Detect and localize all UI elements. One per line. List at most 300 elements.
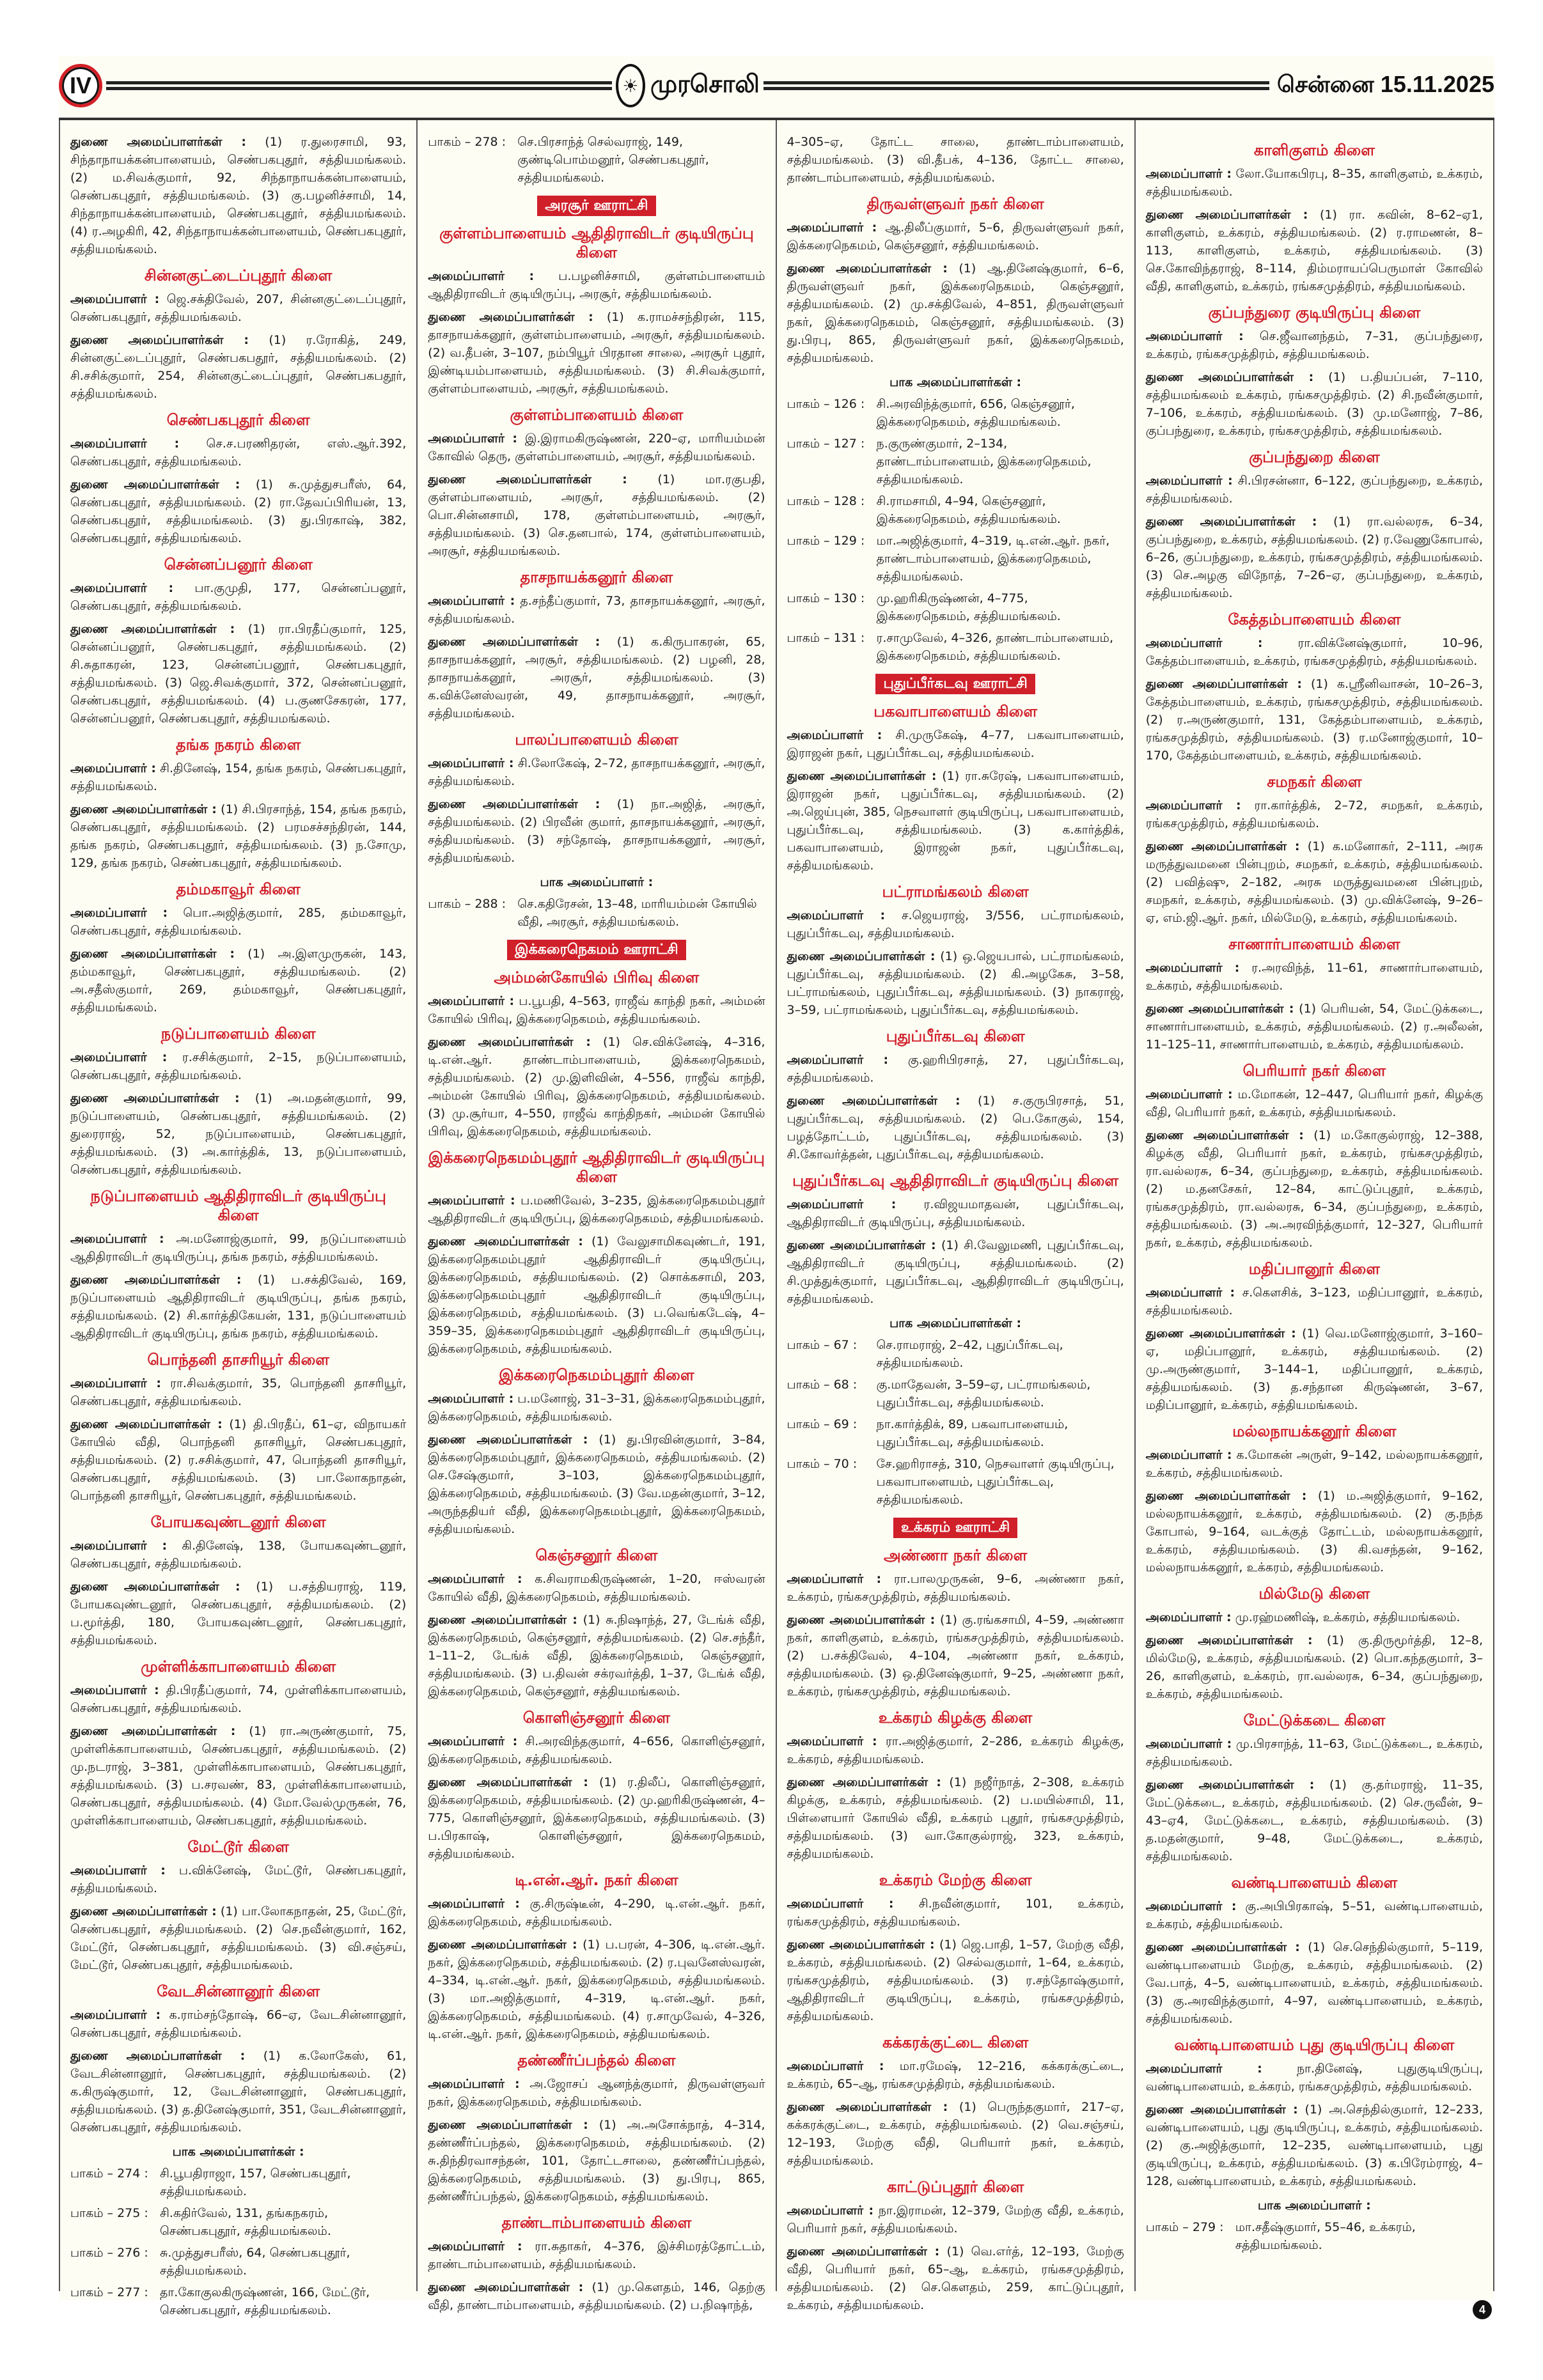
entry-text: (1) பா.லோகநாதன், 25, மேட்டூர், செண்பகபுதூர், சத்தியமங்கலம். (2) செ.நவீன்குமார், 162, மேட்டூர், செண்பகபுதூர், சத்தியமங்கலம். (3) வி.சஞ்சய், மேட்டூர், செண்பகபுதூர், சத்தியமங்கலம். bbox=[70, 1904, 407, 1972]
branch-heading: உக்கரம் கிழக்கு கிளை bbox=[878, 1709, 1033, 1727]
branch-heading: கெஞ்சனூர் கிளை bbox=[535, 1546, 658, 1564]
columns bbox=[59, 118, 1494, 2317]
entry-text: சி.அரவிந்தகுமார், 4–656, கொளிஞ்சனூர், இக்கரைநெகமம், சத்தியமங்கலம். bbox=[428, 1734, 765, 1766]
entry-label: துணை அமைப்பாளர்கள் : bbox=[428, 2280, 584, 2294]
booth-text: மு.ஹரிகிருஷ்ணன், 4–775, இக்கரைநெகமம், சத்தியமங்கலம். bbox=[876, 591, 1061, 623]
entry-label: அமைப்பாளர் : bbox=[428, 2239, 522, 2253]
entry-text: (1) க.மனோகர், 2–111, அரசு மருத்துவமனை பின்புறம், சமநகர், உக்கரம், சத்தியமங்கலம். (2) பவித்ஷு, 2–182, அரசு மருத்துவமனை பின்புறம், சமநகர், உக்கரம், சத்தியமங்கலம். (3) மு.விக்னேஷ், 9–26–ஏ, எம்.ஜி.ஆர். நகர், மில்மேடு, உக்கரம், சத்தியமங்கலம். bbox=[1145, 839, 1483, 925]
entry-text: ரா.சுதாகர், 4–376, இச்சிமரத்தோட்டம், தாண்டாம்பாளையம், சத்தியமங்கலம். bbox=[428, 2239, 765, 2271]
deputy-organizers-entry bbox=[787, 767, 1124, 875]
entry-text: (1) நஜீர்நாத், 2–308, உக்கரம் கிழக்கு, உக்கரம், சத்தியமங்கலம். (2) ப.மயில்சாமி, 11, பிள்ளையார் கோயில் வீதி, உக்கரம் புதூர், ரங்கசமுத்திரம், சத்தியமங்கலம். (3) வா.கோகுல்ராஜ், 323, உக்கரம், சத்தியமங்கலம். bbox=[787, 1775, 1124, 1861]
entry-label: துணை அமைப்பாளர்கள் : bbox=[787, 1775, 941, 1789]
entry-text: கி.தினேஷ், 138, போயகவுண்டனூர், செண்பகபுதூர், சத்தியமங்கலம். bbox=[70, 1539, 407, 1571]
entry-label: அமைப்பாளர் : bbox=[1145, 167, 1232, 181]
entry-label: அமைப்பாளர் : bbox=[428, 1194, 515, 1208]
booth-text: நா.கார்த்திக், 89, பகவாபாளையம், புதுப்பீர்கடவு, சத்தியமங்கலம். bbox=[876, 1417, 1069, 1449]
organizer-entry bbox=[428, 992, 765, 1028]
branch-heading: அண்ணா நகர் கிளை bbox=[883, 1546, 1028, 1564]
branch-heading: தண்ணீர்ப்பந்தல் கிளை bbox=[517, 2051, 676, 2069]
entry-label: அமைப்பாளர் : bbox=[1145, 1087, 1233, 1101]
branch-heading: டி.என்.ஆர். நகர் கிளை bbox=[515, 1871, 678, 1889]
booth-text: செ.ராமராஜ், 2–42, புதுப்பீர்கடவு, சத்தியமங்கலம். bbox=[876, 1338, 1063, 1370]
entry-text: (1) க.ராமச்சந்திரன், 115, தாசநாயக்கனூர், குள்ளம்பாளையம், அரசூர், சத்தியமங்கலம். (2) வ.தீபன், 3–107, நம்பியூர் பிரதான சாலை, அரசூர் புதூர், இண்டியம்பாளையம், சத்தியமங்கலம். (3) சி.சிவக்குமார், குள்ளம்பாளையம், அரசூர், சத்தியமங்கலம். bbox=[428, 310, 765, 396]
deputy-organizers-entry bbox=[428, 1431, 765, 1538]
entry-text: (1) வெ.எர்த், 12–193, மேற்கு வீதி, பெரியார் நகர், 65–ஆ, உக்கரம், ரங்கசமுத்திரம், சத்தியமங்கலம். (2) செ.கௌதம், 259, காட்டுப்புதூர், உக்கரம், சத்தியமங்கலம். bbox=[787, 2244, 1124, 2312]
entry-label: துணை அமைப்பாளர்கள் : bbox=[787, 1238, 936, 1252]
branch-heading: புதுப்பீர்கடவு கிளை bbox=[886, 1027, 1025, 1045]
booth-text: செ.பிரசாந்த் செல்வராஜ், 149, குண்டிபொம்மனூர், செண்பகபுதூர், சத்தியமங்கலம். bbox=[517, 135, 709, 185]
sun-emblem-icon: ☀ bbox=[616, 64, 645, 107]
branch-heading: திருவள்ளுவர் நகர் கிளை bbox=[866, 195, 1044, 213]
organizer-entry bbox=[1146, 327, 1483, 363]
entry-label: துணை அமைப்பாளர்கள் : bbox=[787, 2100, 948, 2114]
entry-label: துணை அமைப்பாளர்கள் : bbox=[428, 472, 627, 486]
branch-heading: முள்ளிக்காபாளையம் கிளை bbox=[141, 1658, 336, 1676]
entry-label: அமைப்பாளர் : bbox=[428, 2077, 520, 2091]
subheading: பாக அமைப்பாளர் : bbox=[1258, 2198, 1371, 2213]
booth-label: பாகம் – 275 : bbox=[70, 2206, 148, 2220]
organizer-entry bbox=[70, 290, 406, 326]
booth-label: பாகம் – 274 : bbox=[70, 2166, 148, 2181]
booth-text: தா.கோகுலகிருஷ்ணன், 166, மேட்டூர், செண்பகபுதூர், சத்தியமங்கலம். bbox=[160, 2285, 370, 2317]
deputy-organizers-entry bbox=[70, 1722, 406, 1830]
branch-heading: போயகவுண்டனூர் கிளை bbox=[150, 1513, 326, 1531]
branch-heading: தம்மகாவூர் கிளை bbox=[176, 880, 301, 898]
entry-text: (1) ர.ரோகித், 249, சின்னகுட்டைப்புதூர், செண்பகபதூர், சத்தியமங்கலம். (2) சி.சசிக்குமார், 254, சின்னகுட்டைப்புதூர், செண்பகபதூர், சத்தியமங்கலம். bbox=[70, 333, 407, 401]
entry-text: (1) செ.செந்தில்குமார், 5–119, வண்டிபாளையம் மேற்கு, உக்கரம், சத்தியமங்கலம். (2) வே.பாத், 4–5, வண்டிபாளையம், உக்கரம், சத்தியமங்கலம். (3) கு.அரவிந்த்குமார், 4–97, வண்டிபாளையம், உக்கரம், சத்தியமங்கலம். bbox=[1145, 1940, 1483, 2026]
booth-label: பாகம் – 128 : bbox=[787, 494, 865, 508]
entry-text: (1) ப.சக்திவேல், 169, நடுப்பாளையம் ஆதிதிராவிடர் குடியிருப்பு, தங்க நகரம், சத்தியமங்கலம். (2) சி.கார்த்திகேயன், 131, நடுப்பாளையம் ஆதிதிராவிடர் குடியிருப்பு, தங்க நகரம், சத்தியமங்கலம். bbox=[70, 1273, 407, 1341]
column-1 bbox=[59, 120, 418, 2317]
branch-heading: குப்பந்துறை கிளை bbox=[1249, 448, 1380, 466]
entry-label: அமைப்பாளர் : bbox=[1145, 1610, 1232, 1624]
entry-text: ம.மோகன், 12–447, பெரியார் நகர், கிழக்கு வீதி, பெரியார் நகர், உக்கரம், சத்தியமங்கலம். bbox=[1145, 1087, 1484, 1119]
entry-text: ரா.விக்னேஷ்குமார், 10–96, கேத்தம்பாளையம், உக்கரம், ரங்கசமுத்திரம், சத்தியமங்கலம். bbox=[1145, 636, 1484, 668]
entry-label: துணை அமைப்பாளர்கள் : bbox=[70, 1417, 223, 1431]
page-number-badge: IV bbox=[59, 64, 102, 107]
entry-label: துணை அமைப்பாளர்கள் : bbox=[428, 797, 600, 811]
entry-label: அமைப்பாளர் : bbox=[787, 2204, 874, 2218]
entry-text: (1) கு.திருமூர்த்தி, 12–8, மில்மேடு, உக்கரம், சத்தியமங்கலம். (2) பொ.கந்தகுமார், 3–26, காளிகுளம், உக்கரம், ரா.வல்லரசு, 6–34, குப்பந்துறை, உக்கரம், சத்தியமங்கலம். bbox=[1145, 1633, 1483, 1701]
branch-heading: உக்கரம் மேற்கு கிளை bbox=[879, 1871, 1032, 1889]
entry-label: அமைப்பாளர் : bbox=[70, 761, 156, 775]
entry-text: க.மோகன் அருள், 9–142, மல்லநாயக்கனூர், உக்கரம், சத்தியமங்கலம். bbox=[1145, 1448, 1484, 1480]
entry-label: துணை அமைப்பாளர்கள் : bbox=[1145, 515, 1317, 529]
entry-text: ப.பூபதி, 4–563, ராஜீவ் காந்தி நகர், அம்மன் கோயில் பிரிவு, இக்கரைநெகமம், சத்தியமங்கலம். bbox=[428, 994, 765, 1026]
deputy-organizers-entry bbox=[428, 2116, 765, 2205]
entry-text: ரா.பாலமுருகன், 9–6, அண்ணா நகர், உக்கரம், ரங்கசமுத்திரம், சத்தியமங்கலம். bbox=[787, 1572, 1124, 1604]
organizer-entry bbox=[428, 430, 765, 465]
booth-entry bbox=[787, 629, 1124, 665]
deputy-organizers-entry bbox=[787, 1236, 1124, 1308]
entry-text: (1) நா.அஜித், அரசூர், சத்தியமங்கலம். (2) பிரவீன் குமார், தாசநாயக்கனூர், அரசூர், சத்தியமங்கலம். (3) சந்தோஷ், தாசநாயக்கனூர், அரசூர், சத்தியமங்கலம். bbox=[428, 797, 765, 865]
entry-text: (1) சு.முத்துசபரீஸ், 64, செண்பகபுதூர், சத்தியமங்கலம். (2) ரா.தேவப்பிரியன், 13, செண்பகபுதூர், சத்தியமங்கலம். (3) து.பிரகாஷ், 382, செண்பகபுதூர், சத்தியமங்கலம். bbox=[70, 478, 407, 545]
entry-text: (1) ப.சத்தியராஜ், 119, போயகவுண்டனூர், செண்பகபுதூர், சத்தியமங்கலம். (2) ப.மூர்த்தி, 180, போயகவுண்டனூர், செண்பகபுதூர், சத்தியமங்கலம். bbox=[70, 1580, 407, 1647]
organizer-entry bbox=[787, 1895, 1124, 1931]
panchayat-heading: அரசூர் ஊராட்சி bbox=[537, 196, 655, 216]
deputy-organizers-entry bbox=[1146, 206, 1483, 295]
entry-text: ரா.சிவக்குமார், 35, பொந்தனி தாசரியூர், செண்பகபுதூர், சத்தியமங்கலம். bbox=[70, 1376, 407, 1408]
entry-text: (1) ம.அஜித்குமார், 9–162, மல்லநாயக்கனூர், உக்கரம், சத்தியமங்கலம். (2) கு.நந்த கோபால், 9–164, வடக்குத் தோட்டம், மல்லநாயக்கனூர், உக்கரம், சத்தியமங்கலம். (3) கி.வசந்தன், 9–162, மல்லநாயக்கனூர், உக்கரம், சத்தியமங்கலம். bbox=[1145, 1489, 1484, 1575]
entry-label: அமைப்பாளர் : bbox=[70, 2008, 161, 2022]
deputy-organizers-entry bbox=[428, 1936, 765, 2043]
branch-heading: புதுப்பீர்கடவு ஆதிதிராவிடர் குடியிருப்பு கிளை bbox=[792, 1172, 1119, 1190]
organizer-entry bbox=[787, 1732, 1124, 1768]
entry-label: அமைப்பாளர் : bbox=[787, 1897, 894, 1911]
booth-label: பாகம் – 279 : bbox=[1145, 2220, 1224, 2234]
organizer-entry bbox=[428, 1570, 765, 1606]
entry-label: அமைப்பாளர் : bbox=[70, 1863, 166, 1878]
deputy-organizers-entry bbox=[70, 2047, 406, 2136]
entry-label: துணை அமைப்பாளர்கள் : bbox=[1145, 839, 1300, 853]
entry-label: அமைப்பாளர் : bbox=[1145, 329, 1244, 343]
entry-label: துணை அமைப்பாளர்கள் : bbox=[428, 1938, 577, 1952]
entry-text: ச.கௌசிக், 3–123, மதிப்பானூர், உக்கரம், சத்தியமங்கலம். bbox=[1145, 1286, 1483, 1318]
organizer-entry bbox=[1146, 472, 1483, 508]
masthead bbox=[59, 56, 1494, 115]
booth-label: பாகம் – 276 : bbox=[70, 2246, 148, 2260]
deputy-organizers-entry bbox=[1146, 368, 1483, 440]
entry-label: அமைப்பாளர் : bbox=[70, 292, 160, 306]
organizer-entry bbox=[70, 1537, 406, 1573]
branch-heading: பட்ராமங்கலம் கிளை bbox=[882, 883, 1029, 901]
entry-text: ர.சசிக்குமார், 2–15, நடுப்பாளையம், செண்பகபுதூர், சத்தியமங்கலம். bbox=[70, 1050, 407, 1082]
entry-text: (1) கு.தர்மராஜ், 11–35, மேட்டுக்கடை, உக்கரம், சத்தியமங்கலம். (2) செ.ருவீன், 9–43–ஏ4, மேட்டுக்கடை, உக்கரம், சத்தியமங்கலம். (3) த.மதன்குமார், 9–48, மேட்டுக்கடை, உக்கரம், சத்தியமங்கலம். bbox=[1145, 1778, 1483, 1863]
organizer-entry bbox=[1146, 165, 1483, 201]
entry-text: மா.ரமேஷ், 12–216, கக்கரக்குட்டை, உக்கரம், 65–ஆ, ரங்கசமுத்திரம், சத்தியமங்கலம். bbox=[787, 2059, 1124, 2091]
footer-page-number: 4 bbox=[1473, 2300, 1492, 2319]
entry-label: அமைப்பாளர் : bbox=[787, 908, 886, 922]
branch-heading: இக்கரைநெகமம்புதூர் கிளை bbox=[499, 1366, 694, 1384]
booth-label: பாகம் – 288 : bbox=[428, 897, 506, 911]
entry-text: தி.பிரதீப்குமார், 74, முள்ளிக்காபாளையம், செண்பகபுதூர், சத்தியமங்கலம். bbox=[70, 1683, 407, 1715]
deputy-organizers-entry bbox=[787, 1092, 1124, 1163]
booth-label: பாகம் – 131 : bbox=[787, 631, 865, 645]
deputy-organizers-entry bbox=[70, 331, 406, 403]
entry-text: (1) ஜெ.பாதி, 1–57, மேற்கு வீதி, உக்கரம், சத்தியமங்கலம். (2) செல்வகுமார், 1–64, உக்கரம், ரங்கசமுத்திரம், சத்தியமங்கலம். (3) ர.சந்தோஷ்குமார், ஆதிதிராவிடர் குடியிருப்பு, உக்கரம், ரங்கசமுத்திரம், சத்தியமங்கலம். bbox=[787, 1938, 1124, 2023]
deputy-organizers-entry bbox=[70, 1578, 406, 1649]
entry-text: ப.விக்னேஷ், மேட்டூர், செண்பகபுதூர், சத்தியமங்கலம். bbox=[70, 1863, 407, 1895]
entry-text: ரா.அஜித்குமார், 2–286, உக்கரம் கிழக்கு, உக்கரம், சத்தியமங்கலம். bbox=[787, 1734, 1124, 1766]
branch-heading: தாண்டாம்பாளையம் கிளை bbox=[501, 2214, 692, 2232]
deputy-organizers-entry bbox=[70, 476, 406, 547]
entry-label: துணை அமைப்பாளர்கள் : bbox=[428, 1613, 577, 1627]
entry-label: அமைப்பாளர் : bbox=[1145, 1899, 1237, 1913]
deputy-organizers-entry bbox=[428, 1233, 765, 1358]
entry-text: (1) ஆ.தினேஷ்குமார், 6–6, திருவள்ளுவர் நகர், இக்கரைநெகமம், கெஞ்சனூர், சத்தியமங்கலம். (2) மு.சக்திவேல், 4–851, திருவள்ளுவர் நகர், இக்கரைநெகமம், கெஞ்சனூர், சத்தியமங்கலம். (3) து.பிரபு, 865, திருவள்ளுவர் நகர், இக்கரைநெகமம், சத்தியமங்கலம். bbox=[787, 261, 1124, 365]
entry-text: (1) தி.பிரதீப், 61–ஏ, விநாயகர் கோயில் வீதி, பொந்தனி தாசரியூர், செண்பகபுதூர், சத்தியமங்கலம். (2) ர.சசிக்குமார், 47, பொந்தனி தாசரியூர், செண்பகபுதூர், சத்தியமங்கலம். (3) பா.லோகநாதன், பொந்தனி தாசரியூர், செண்பகபுதூர், சத்தியமங்கலம். bbox=[70, 1417, 407, 1503]
entry-label: அமைப்பாளர் : bbox=[70, 906, 168, 920]
entry-label: அமைப்பாளர் : bbox=[428, 1392, 514, 1406]
entry-text: (1) ரா.வல்லரசு, 6–34, குப்பந்துறை, உக்கரம், சத்தியமங்கலம். (2) ர.வேணுகோபால், 6–26, குப்பந்துறை, உக்கரம், ரங்கசமுத்திரம், சத்தியமங்கலம். (3) செ.அழகு விநோத், 7–26–ஏ, குப்பந்துறை, உக்கரம், சத்தியமங்கலம். bbox=[1145, 515, 1483, 600]
entry-label: அமைப்பாளர் : bbox=[70, 1050, 168, 1064]
deputy-organizers-entry bbox=[70, 1089, 406, 1179]
entry-text: ர.அரவிந்த், 11–61, சாணார்பாளையம், உக்கரம், சத்தியமங்கலம். bbox=[1145, 961, 1483, 993]
entry-text: அ.ஜோசப் ஆனந்த்குமார், திருவள்ளுவர் நகர், இக்கரைநெகமம், சத்தியமங்கலம். bbox=[428, 2077, 765, 2109]
entry-text: மு.ரஹ்மணிஷ், உக்கரம், சத்தியமங்கலம். bbox=[1235, 1610, 1461, 1624]
deputy-organizers-entry bbox=[70, 945, 406, 1016]
branch-heading: சமநகர் கிளை bbox=[1267, 773, 1362, 791]
deputy-organizers-entry bbox=[428, 471, 765, 560]
entry-text: நா.இராமன், 12–379, மேற்கு வீதி, உக்கரம், பெரியார் நகர், சத்தியமங்கலம். bbox=[787, 2204, 1124, 2236]
booth-label: பாகம் – 67 : bbox=[787, 1338, 858, 1352]
branch-heading: மில்மேடு கிளை bbox=[1258, 1585, 1370, 1603]
deputy-organizers-entry bbox=[428, 1611, 765, 1700]
booth-entry bbox=[787, 492, 1124, 528]
entry-text: சி.முருகேஷ், 4–77, பகவாபாளையம், இராஜன் நகர், புதுப்பீர்கடவு, சத்தியமங்கலம். bbox=[787, 728, 1124, 760]
organizer-entry bbox=[787, 726, 1124, 762]
entry-text: (1) ர.திலீப், கொளிஞ்சனூர், இக்கரைநெகமம், சத்தியமங்கலம். (2) மு.ஹரிகிருஷ்ணன், 4–775, கொளிஞ்சனூர், இக்கரைநெகமம், சத்தியமங்கலம். (3) ப.பிரகாஷ், கொளிஞ்சனூர், இக்கரைநெகமம், சத்தியமங்கலம். bbox=[428, 1775, 765, 1861]
entry-text: (1) அ.இளமுருகன், 143, தம்மகாவூர், செண்பகபுதூர், சத்தியமங்கலம். (2) அ.சதீஸ்குமார், 269, தம்மகாவூர், செண்பகபுதூர், சத்தியமங்கலம். bbox=[70, 947, 407, 1015]
deputy-organizers-entry bbox=[1146, 1631, 1483, 1703]
entry-text: (1) அ.அசோக்நாத், 4–314, தண்ணீர்ப்பந்தல், இக்கரைநெகமம், சத்தியமங்கலம். (2) சு.திந்திரவாசந்தன், 101, தோட்டசாலை, தண்ணீர்ப்பந்தல், இக்கரைநெகமம், சத்தியமங்கலம். (3) து.பிரபு, 865, தண்ணீர்ப்பந்தல், இக்கரைநெகமம், சத்தியமங்கலம். bbox=[428, 2118, 765, 2204]
organizer-entry bbox=[70, 904, 406, 940]
entry-label: துணை அமைப்பாளர்கள் : bbox=[787, 2244, 940, 2259]
booth-text: கு.மாதேவன், 3–59–ஏ, பட்ராமங்கலம், புதுப்பீர்கடவு, சத்தியமங்கலம். bbox=[876, 1378, 1091, 1410]
organizer-entry bbox=[787, 219, 1124, 254]
subheading: பாக அமைப்பாளர்கள் : bbox=[889, 1316, 1022, 1330]
entry-text: (1) அ.மதன்குமார், 99, நடுப்பாளையம், செண்பகபுதூர், சத்தியமங்கலம். (2) துரைராஜ், 52, நடுப்பாளையம், செண்பகபுதூர், சத்தியமங்கலம். (3) அ.கார்த்திக், 13, நடுப்பாளையம், செண்பகபுதூர், சத்தியமங்கலம். bbox=[70, 1091, 407, 1177]
booth-entry bbox=[70, 2283, 406, 2319]
entry-label: துணை அமைப்பாளர்கள் : bbox=[70, 1091, 240, 1105]
booth-text: மா.அஜித்குமார், 4–319, டி.என்.ஆர். நகர், தாண்டாம்பாளையம், இக்கரைநெகமம், சத்தியமங்கலம். bbox=[876, 534, 1110, 584]
branch-heading: வண்டிபாளையம் புது குடியிருப்பு கிளை bbox=[1174, 2036, 1455, 2054]
entry-text: (1) ப.தியப்பன், 7–110, சத்தியமங்கலம் உக்கரம், ரங்கசமுத்திரம். (2) சி.நவீன்குமார், 7–106, உக்கரம், சத்தியமங்கலம். (3) மு.மனோஜ், 7–86, குப்பந்துரை, உக்கரம், ரங்கசமுத்திரம், சத்தியமங்கலம். bbox=[1145, 370, 1483, 438]
branch-heading: வண்டிபாளையம் கிளை bbox=[1231, 1874, 1398, 1892]
entry-text: ச.ஜெயராஜ், 3/556, பட்ராமங்கலம், புதுப்பீர்கடவு, சத்தியமங்கலம். bbox=[787, 908, 1124, 940]
organizer-entry bbox=[1146, 1446, 1483, 1482]
deputy-organizers-entry bbox=[787, 1936, 1124, 2025]
organizer-entry bbox=[428, 1390, 765, 1426]
entry-text: (1) சு.நிஷாந்த், 27, டேங்க் வீதி, இக்கரைநெகமம், கெஞ்சனூர், சத்தியமங்கலம். (2) செ.சந்தீர், 1–11–2, டேங்க் வீதி, இக்கரைநெகமம், கெஞ்சனூர், சத்தியமங்கலம். (3) ப.திவன் சக்ரவர்த்தி, 1–37, டேங்க் வீதி, இக்கரைநெகமம், கெஞ்சனூர், சத்தியமங்கலம். bbox=[428, 1613, 765, 1699]
booth-label: பாகம் – 70 : bbox=[787, 1457, 858, 1471]
entry-label: துணை அமைப்பாளர்கள் : bbox=[428, 2118, 588, 2132]
branch-heading: நடுப்பாளையம் ஆதிதிராவிடர் குடியிருப்பு கிளை bbox=[90, 1187, 386, 1224]
entry-label: துணை அமைப்பாளர்கள் : bbox=[428, 1035, 591, 1049]
branch-heading: காட்டுப்புதூர் கிளை bbox=[886, 2178, 1024, 2196]
organizer-entry bbox=[70, 435, 406, 471]
entry-label: அமைப்பாளர் : bbox=[787, 1734, 877, 1748]
entry-text: சி.நவீன்குமார், 101, உக்கரம், ரங்கசமுத்திரம், சத்தியமங்கலம். bbox=[787, 1897, 1124, 1929]
entry-text: செ.ச.பரணிதரன், எஸ்.ஆர்.392, செண்பகபுதூர், சத்தியமங்கலம். bbox=[70, 437, 407, 469]
deputy-organizers-entry bbox=[1146, 1000, 1483, 1054]
branch-heading: செண்பகபுதூர் கிளை bbox=[166, 411, 310, 429]
city-date: சென்னை 15.11.2025 bbox=[1276, 70, 1494, 97]
booth-entry bbox=[787, 1376, 1124, 1412]
entry-text: ப.பழனிச்சாமி, குள்ளம்பாளையம் ஆதிதிராவிடர் குடியிருப்பு, அரசூர், சத்தியமங்கலம். bbox=[428, 269, 765, 301]
entry-text: அ.மனோஜ்குமார், 99, நடுப்பாளையம் ஆதிதிராவிடர் குடியிருப்பு, தங்க நகரம், சத்தியமங்கலம். bbox=[70, 1232, 407, 1264]
organizer-entry bbox=[1146, 2060, 1483, 2096]
entry-text: (1) வெ.மனோஜ்குமார், 3–160–ஏ, மதிப்பானூர், உக்கரம், சத்தியமங்கலம். (2) மு.அருண்குமார், 3–144–1, மதிப்பானூர், உக்கரம், சத்தியமங்கலம். (3) த.சந்தான கிருஷ்ணன், 3–67, மதிப்பானூர், உக்கரம், சத்தியமங்கலம். bbox=[1145, 1326, 1483, 1412]
deputy-organizers-entry bbox=[1146, 1487, 1483, 1576]
entry-label: அமைப்பாளர் : bbox=[1145, 798, 1241, 813]
organizer-entry bbox=[70, 1681, 406, 1717]
paper-name: முரசொலி bbox=[650, 70, 760, 98]
entry-label: அமைப்பாளர் : bbox=[428, 594, 515, 608]
deputy-organizers-entry bbox=[70, 133, 406, 258]
entry-label: துணை அமைப்பாளர்கள் : bbox=[428, 310, 593, 324]
entry-label: அமைப்பாளர் : bbox=[70, 1376, 161, 1390]
organizer-entry bbox=[1146, 1085, 1483, 1121]
organizer-entry bbox=[1146, 634, 1483, 670]
masthead-rule bbox=[106, 81, 612, 90]
booth-label: பாகம் – 130 : bbox=[787, 591, 865, 605]
entry-label: துணை அமைப்பாளர்கள் : bbox=[1145, 1489, 1307, 1503]
entry-label: துணை அமைப்பாளர்கள் : bbox=[787, 949, 936, 963]
entry-text: ப.மணிவேல், 3–235, இக்கரைநெகமம்புதூர் ஆதிதிராவிடர் குடியிருப்பு, இக்கரைநெகமம், சத்தியமங்கலம். bbox=[428, 1194, 765, 1225]
booth-label: பாகம் – 277 : bbox=[70, 2285, 148, 2299]
entry-text: (1) அ.செந்தில்குமார், 12–233, வண்டிபாளையம், புது குடியிருப்பு, உக்கரம், சத்தியமங்கலம். (2) கு.அஜித்குமார், 12–235, வண்டிபாளையம், புது குடியிருப்பு, உக்கரம், சத்தியமங்கலம். (3) க.பிரேம்ராஜ், 4–128, வண்டிபாளையம், உக்கரம், சத்தியமங்கலம். bbox=[1145, 2103, 1483, 2188]
entry-label: அமைப்பாளர் : bbox=[70, 1539, 168, 1553]
booth-text: ர.சாமுவேல், 4–326, தாண்டாம்பாளையம், இக்கரைநெகமம், சத்தியமங்கலம். bbox=[876, 631, 1113, 663]
branch-heading: பகவாபாளையம் கிளை bbox=[873, 703, 1037, 720]
column-2 bbox=[418, 120, 776, 2312]
entry-text: கு.சிருஷ்டீன், 4–290, டி.என்.ஆர். நகர், இக்கரைநெகமம், சத்தியமங்கலம். bbox=[428, 1897, 765, 1929]
panchayat-heading: புதுப்பீர்கடவு ஊராட்சி bbox=[875, 674, 1035, 694]
entry-text: (1) பெரியன், 54, மேட்டுக்கடை, சாணார்பாளையம், உக்கரம், சத்தியமங்கலம். (2) ர.அலீலன், 11–125–11, சாணார்பாளையம், உக்கரம், சத்தியமங்கலம். bbox=[1145, 1002, 1483, 1052]
entry-label: அமைப்பாளர் : bbox=[428, 1897, 520, 1911]
branch-heading: இக்கரைநெகமம்புதூர் ஆதிதிராவிடர் குடியிருப்பு கிளை bbox=[428, 1149, 765, 1186]
deputy-organizers-entry bbox=[428, 1033, 765, 1140]
entry-text: (1) க.லோகேஸ், 61, வேடசின்னானூர், செண்பகபுதூர், சத்தியமங்கலம். (2) க.கிருஷ்குமார், 12, வேடசின்னானூர், செண்பகபுதூர், சத்தியமங்கலம். (3) த.தினேஷ்குமார், 351, வேடசின்னானூர், செண்பகபுதூர், சத்தியமங்கலம். bbox=[70, 2049, 407, 2135]
entry-label: துணை அமைப்பாளர்கள் : bbox=[70, 1273, 242, 1287]
branch-heading: மேட்டூர் கிளை bbox=[187, 1838, 289, 1856]
booth-text: சி.அரவிந்த்குமார், 656, கெஞ்சனூர், இக்கரைநெகமம், சத்தியமங்கலம். bbox=[876, 397, 1075, 429]
booth-entry bbox=[428, 895, 765, 931]
entry-text: ப.மனோஜ், 31–3–31, இக்கரைநெகமம்புதூர், இக்கரைநெகமம், சத்தியமங்கலம். bbox=[428, 1392, 765, 1424]
entry-text: (1) ம.கோகுல்ராஜ், 12–388, கிழக்கு வீதி, பெரியார் நகர், உக்கரம், ரங்கசமுத்திரம், ரா.வல்லரசு, 6–34, குப்பந்துறை, உக்கரம், சத்தியமங்கலம். (2) ம.தனசேகர், 12–84, காட்டுப்புதூர், உக்கரம், ரங்கசமுத்திரம், ரா.வல்லரசு, 6–34, குப்பந்துறை, உக்கரம், சத்தியமங்கலம். (3) அ.அரவிந்த்குமார், 12–327, பெரியார் நகர், உக்கரம், சத்தியமங்கலம். bbox=[1145, 1128, 1484, 1250]
entry-label: அமைப்பாளர் : bbox=[787, 1572, 882, 1586]
entry-label: துணை அமைப்பாளர்கள் : bbox=[787, 769, 937, 783]
entry-text: ஆ.திலீப்குமார், 5–6, திருவள்ளுவர் நகர், இக்கரைநெகமம், கெஞ்சனூர், சத்தியமங்கலம். bbox=[787, 221, 1124, 253]
deputy-organizers-entry bbox=[1146, 1325, 1483, 1414]
booth-text: சி.கதிர்வேல், 131, தங்கநகரம், செண்பகபுதூர், சத்தியமங்கலம். bbox=[160, 2206, 331, 2238]
paragraph: 4–305–ஏ, தோட்ட சாலை, தாண்டாம்பாளையம், சத்தியமங்கலம். (3) வி.தீபக், 4–136, தோட்ட சாலை, தாண்டாம்பாளையம், சத்தியமங்கலம். bbox=[787, 135, 1124, 185]
organizer-entry bbox=[787, 906, 1124, 942]
entry-text: நா.தினேஷ், புதுகுடியிருப்பு, வண்டிபாளையம், உக்கரம், ரங்கசமுத்திரம், சத்தியமங்கலம். bbox=[1145, 2062, 1484, 2094]
entry-label: அமைப்பாளர் : bbox=[428, 269, 535, 283]
entry-label: துணை அமைப்பாளர்கள் : bbox=[1145, 208, 1308, 222]
organizer-entry bbox=[70, 1862, 406, 1897]
organizer-entry bbox=[70, 2006, 406, 2042]
branch-heading: பாலப்பாளையம் கிளை bbox=[515, 731, 678, 749]
panchayat-heading: இக்கரைநெகமம் ஊராட்சி bbox=[507, 940, 685, 960]
entry-label: துணை அமைப்பாளர்கள் : bbox=[1145, 1326, 1296, 1341]
entry-label: துணை அமைப்பாளர்கள் : bbox=[1145, 1940, 1300, 1954]
branch-heading: அம்மன்கோயில் பிரிவு கிளை bbox=[494, 968, 700, 986]
booth-label: பாகம் – 129 : bbox=[787, 534, 865, 548]
branch-heading: பெரியார் நகர் கிளை bbox=[1242, 1062, 1386, 1080]
organizer-entry bbox=[428, 1192, 765, 1227]
booth-entry bbox=[70, 2165, 406, 2200]
panchayat-heading: உக்கரம் ஊராட்சி bbox=[893, 1518, 1017, 1538]
branch-heading: சாணார்பாளையம் கிளை bbox=[1228, 935, 1400, 953]
entry-text: க.ராம்சந்தோஷ், 66–ஏ, வேடசின்னானூர், செண்பகபுதூர், சத்தியமங்கலம். bbox=[70, 2008, 407, 2040]
booth-entry bbox=[787, 395, 1124, 431]
entry-text: (1) செ.விக்னேஷ், 4–316, டி.என்.ஆர். தாண்டாம்பாளையம், இக்கரைநெகமம், சத்தியமங்கலம். (2) மு.இளிவின், 4–556, ராஜீவ் காந்தி, அம்மன் கோயில் பிரிவு, இக்கரைநெகமம், சத்தியமங்கலம். (3) மு.சூர்யா, 4–550, ராஜீவ் காந்திநகர், அம்மன் கோயில் பிரிவு, இக்கரைநெகமம், சத்தியமங்கலம். bbox=[428, 1035, 765, 1139]
booth-label: பாகம் – 69 : bbox=[787, 1417, 858, 1431]
entry-text: இ.இராமகிருஷ்ணன், 220–ஏ, மாரியம்மன் கோவில் தெரு, குள்ளம்பாளையம், அரசூர், சத்தியமங்கலம். bbox=[428, 432, 765, 463]
deputy-organizers-entry bbox=[70, 800, 406, 872]
entry-label: துணை அமைப்பாளர்கள் : bbox=[70, 1580, 240, 1594]
deputy-organizers-entry bbox=[428, 795, 765, 867]
organizer-entry bbox=[1146, 1735, 1483, 1771]
organizer-entry bbox=[428, 1895, 765, 1931]
entry-label: அமைப்பாளர் : bbox=[1145, 636, 1263, 650]
organizer-entry bbox=[1146, 797, 1483, 832]
booth-entry bbox=[1146, 2218, 1483, 2254]
branch-heading: சின்னகுட்டைப்புதூர் கிளை bbox=[144, 267, 333, 284]
entry-text: (1) மு.கௌதம், 146, தெற்கு வீதி, தாண்டாம்பாளையம், சத்தியமங்கலம். (2) ப.நிஷாந்த், bbox=[428, 2280, 765, 2312]
entry-label: துணை அமைப்பாளர்கள் : bbox=[428, 1433, 588, 1447]
organizer-entry bbox=[787, 2057, 1124, 2093]
entry-text: (1) ப.பரன், 4–306, டி.என்.ஆர். நகர், இக்கரைநெகமம், சத்தியமங்கலம். (2) ர.புவனேஸ்வரன், 4–334, டி.என்.ஆர். நகர், இக்கரைநெகமம், சத்தியமங்கலம். (3) மா.அஜித்குமார், 4–319, டி.என்.ஆர். நகர், இக்கரைநெகமம், சத்தியமங்கலம். (4) ர.சாமுவேல், 4–326, டி.என்.ஆர். நகர், இக்கரைநெகமம், சத்தியமங்கலம். bbox=[428, 1938, 765, 2041]
entry-label: துணை அமைப்பாளர்கள் : bbox=[70, 1724, 236, 1738]
deputy-organizers-entry bbox=[428, 633, 765, 722]
organizer-entry bbox=[70, 579, 406, 615]
branch-heading: தங்க நகரம் கிளை bbox=[176, 736, 301, 754]
deputy-organizers-entry bbox=[70, 1902, 406, 1974]
entry-text: (1) பெருந்தகுமார், 217–ஏ, கக்கரக்குட்டை, உக்கரம், சத்தியமங்கலம். (2) வெ.சஞ்சய், 12–193, மேற்கு வீதி, பெரியார் நகர், உக்கரம், சத்தியமங்கலம். bbox=[787, 2100, 1124, 2168]
entry-text: (1) ஒ.ஜெயபால், பட்ராமங்கலம், புதுப்பீர்கடவு, சத்தியமங்கலம். (2) கி.அழகேசு, 3–58, பட்ராமங்கலம், புதுப்பீர்கடவு, சத்தியமங்கலம். (3) நாகராஜ், 3–59, பட்ராமங்கலம், புதுப்பீர்கடவு, சத்தியமங்கலம். bbox=[787, 949, 1124, 1017]
booth-entry bbox=[787, 532, 1124, 586]
entry-label: துணை அமைப்பாளர்கள் : bbox=[787, 1094, 960, 1108]
branch-heading: குள்ளம்பாளையம் கிளை bbox=[510, 406, 684, 424]
branch-heading: காளிகுளம் கிளை bbox=[1253, 141, 1375, 159]
booth-text: ந.குருண்குமார், 2–134, தாண்டாம்பாளையம், இக்கரைநெகமம், சத்தியமங்கலம். bbox=[876, 437, 1092, 486]
entry-label: அமைப்பாளர் : bbox=[787, 728, 882, 742]
entry-label: துணை அமைப்பாளர்கள் : bbox=[70, 947, 235, 961]
entry-text: சி.தினேஷ், 154, தங்க நகரம், செண்பகபுதூர், சத்தியமங்கலம். bbox=[70, 761, 407, 793]
entry-label: துணை அமைப்பாளர்கள் : bbox=[70, 135, 246, 149]
entry-label: துணை அமைப்பாளர்கள் : bbox=[70, 802, 217, 816]
entry-label: அமைப்பாளர் : bbox=[70, 1232, 164, 1246]
entry-label: அமைப்பாளர் : bbox=[1145, 961, 1240, 975]
entry-text: (1) மா.ரகுபதி, குள்ளம்பாளையம், அரசூர், சத்தியமங்கலம். (2) பொ.சின்னசாமி, 178, குள்ளம்பாளையம், அரசூர், சத்தியமங்கலம். (3) செ.தனபால், 174, குள்ளம்பாளையம், அரசூர், சத்தியமங்கலம். bbox=[428, 472, 765, 558]
entry-text: ரா.கார்த்திக், 2–72, சமநகர், உக்கரம், ரங்கசமுத்திரம், சத்தியமங்கலம். bbox=[1145, 798, 1484, 830]
deputy-organizers-entry bbox=[1146, 837, 1483, 927]
booth-entry bbox=[70, 2244, 406, 2280]
deputy-organizers-entry bbox=[1146, 1126, 1483, 1252]
booth-text: செ.கதிரேசன், 13–48, மாரியம்மன் கோயில் வீதி, அரசூர், சத்தியமங்கலம். bbox=[517, 897, 757, 929]
entry-label: துணை அமைப்பாளர்கள் : bbox=[1145, 1778, 1315, 1792]
organizer-entry bbox=[428, 1732, 765, 1768]
booth-text: சு.முத்துசபரீஸ், 64, செண்பகபுதூர், சத்தியமங்கலம். bbox=[160, 2246, 350, 2278]
organizer-entry bbox=[1146, 1284, 1483, 1319]
organizer-entry bbox=[70, 1230, 406, 1266]
entry-label: அமைப்பாளர் : bbox=[428, 1734, 518, 1748]
entry-label: அமைப்பாளர் : bbox=[70, 1683, 159, 1697]
deputy-organizers-entry bbox=[1146, 675, 1483, 765]
booth-entry bbox=[428, 133, 765, 187]
entry-label: துணை அமைப்பாளர்கள் : bbox=[1145, 677, 1302, 691]
booth-label: பாகம் – 126 : bbox=[787, 397, 865, 411]
organizer-entry bbox=[787, 2202, 1124, 2237]
entry-label: அமைப்பாளர் : bbox=[787, 1197, 897, 1211]
organizer-entry bbox=[787, 1195, 1124, 1231]
entry-text: மு.பிரசாந்த், 11–63, மேட்டுக்கடை, உக்கரம், சத்தியமங்கலம். bbox=[1145, 1737, 1484, 1769]
deputy-organizers-entry bbox=[787, 2243, 1124, 2314]
branch-heading: குள்ளம்பாளையம் ஆதிதிராவிடர் குடியிருப்பு கிளை bbox=[439, 224, 754, 261]
entry-text: (1) ர.துரைசாமி, 93, சிந்தாநாயக்கன்பாளையம், செண்பகபுதூர், சத்தியமங்கலம். (2) ம.சிவக்குமார், 92, சிந்தாநாயக்கன்பாளையம், செண்பகபுதூர், சத்தியமங்கலம். (3) கு.பழனிச்சாமி, 14, சிந்தாநாயக்கன்பாளையம், செண்பகபுதூர், சத்தியமங்கலம். (4) ர.அழகிரி, 42, சிந்தாநாயக்கன்பாளையம், செண்பகபுதூர், சத்தியமங்கலம். bbox=[70, 135, 407, 256]
branch-heading: சென்னப்பனூர் கிளை bbox=[164, 556, 313, 573]
branch-heading: கக்கரக்குட்டை கிளை bbox=[882, 2034, 1029, 2051]
entry-label: துணை அமைப்பாளர்கள் : bbox=[428, 635, 600, 649]
branch-heading: பொந்தனி தாசரியூர் கிளை bbox=[147, 1351, 329, 1369]
deputy-organizers-entry bbox=[428, 2278, 765, 2314]
deputy-organizers-entry bbox=[428, 1773, 765, 1863]
branch-heading: வேடசின்னானூர் கிளை bbox=[157, 1982, 320, 2000]
